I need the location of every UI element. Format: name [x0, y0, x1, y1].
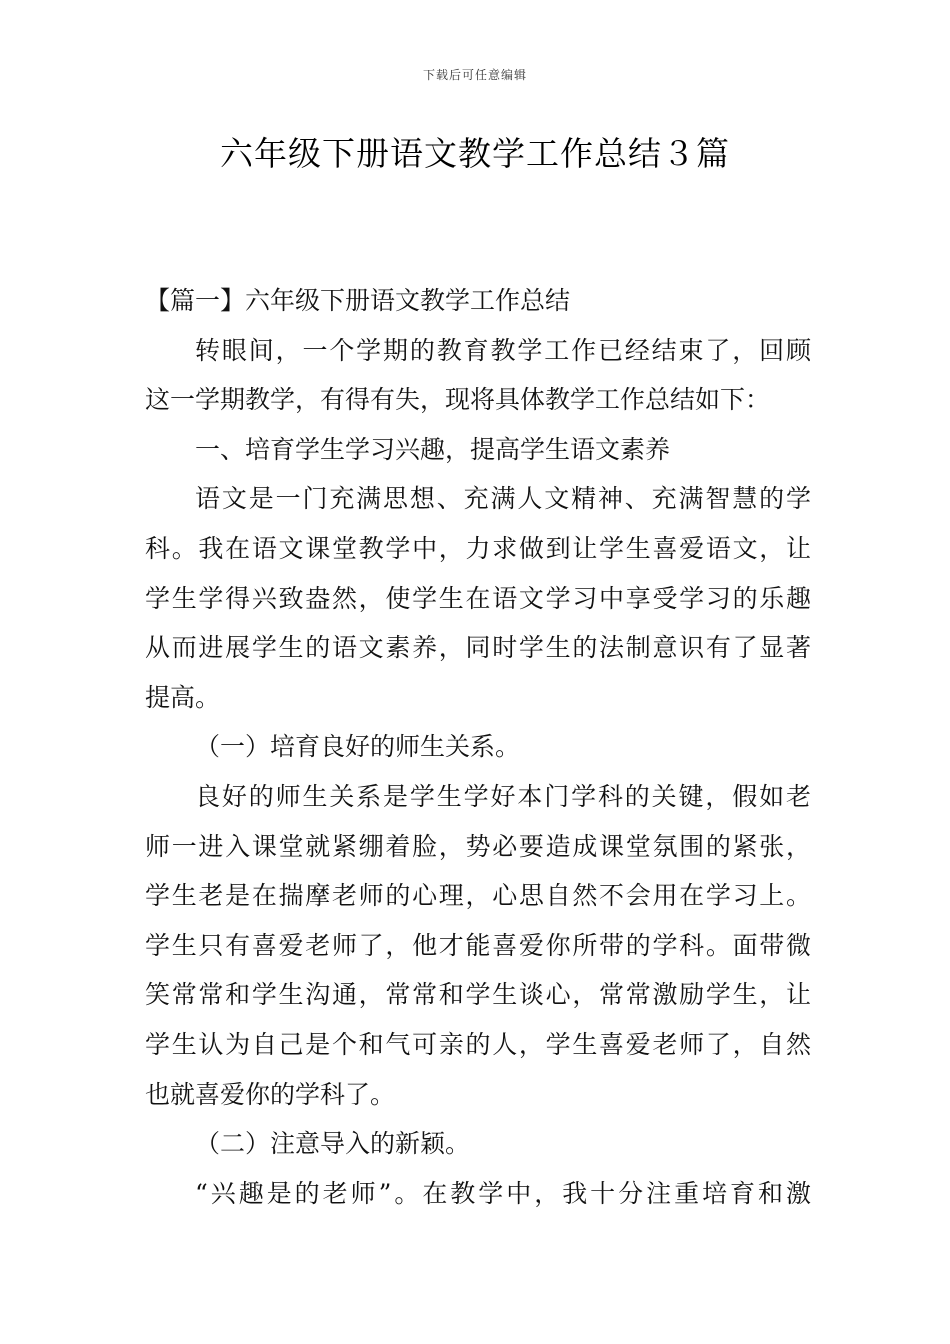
paragraph-line: 学生老是在揣摩老师的心理，心思自然不会用在学习上。 — [145, 881, 811, 911]
paragraph-line: 从而进展学生的语文素养，同时学生的法制意识有了显著 — [145, 633, 811, 663]
paragraph-line: 也就喜爱你的学科了。 — [145, 1079, 396, 1109]
paragraph-line: 师一进入课堂就紧绷着脸，势必要造成课堂氛围的紧张， — [145, 831, 811, 861]
paragraph-line: 学生只有喜爱老师了，他才能喜爱你所带的学科。面带微 — [145, 930, 811, 960]
paragraph-line: 科。我在语文课堂教学中，力求做到让学生喜爱语文，让 — [145, 533, 811, 563]
subsection-heading: （二）注意导入的新颖。 — [195, 1129, 471, 1159]
paragraph-line: 学生学得兴致盎然，使学生在语文学习中享受学习的乐趣 — [145, 583, 811, 613]
paragraph-line: 提高。 — [145, 682, 221, 712]
header-note: 下载后可任意编辑 — [422, 68, 527, 82]
subsection-heading: （一）培育良好的师生关系。 — [195, 732, 521, 762]
paragraph-line: 良好的师生关系是学生学好本门学科的关键，假如老 — [195, 781, 811, 811]
paragraph-line: 转眼间，一个学期的教育教学工作已经结束了，回顾 — [195, 335, 811, 365]
paragraph-line: 这一学期教学，有得有失，现将具体教学工作总结如下： — [145, 385, 771, 415]
subsection-heading: 一、培育学生学习兴趣，提高学生语文素养 — [195, 434, 671, 464]
body-text — [145, 276, 811, 1218]
section-heading: 【篇一】六年级下册语文教学工作总结 — [145, 286, 571, 315]
paragraph-line: 学生认为自己是个和气可亲的人，学生喜爱老师了，自然 — [145, 1029, 811, 1059]
paragraph-line: 笑常常和学生沟通，常常和学生谈心，常常激励学生，让 — [145, 980, 811, 1010]
page-title: 六年级下册语文教学工作总结３篇 — [220, 134, 730, 173]
paragraph-line: 语文是一门充满思想、充满人文精神、充满智慧的学 — [195, 484, 811, 514]
paragraph-line: “兴趣是的老师”。在教学中，我十分注重培育和激 — [195, 1178, 811, 1208]
